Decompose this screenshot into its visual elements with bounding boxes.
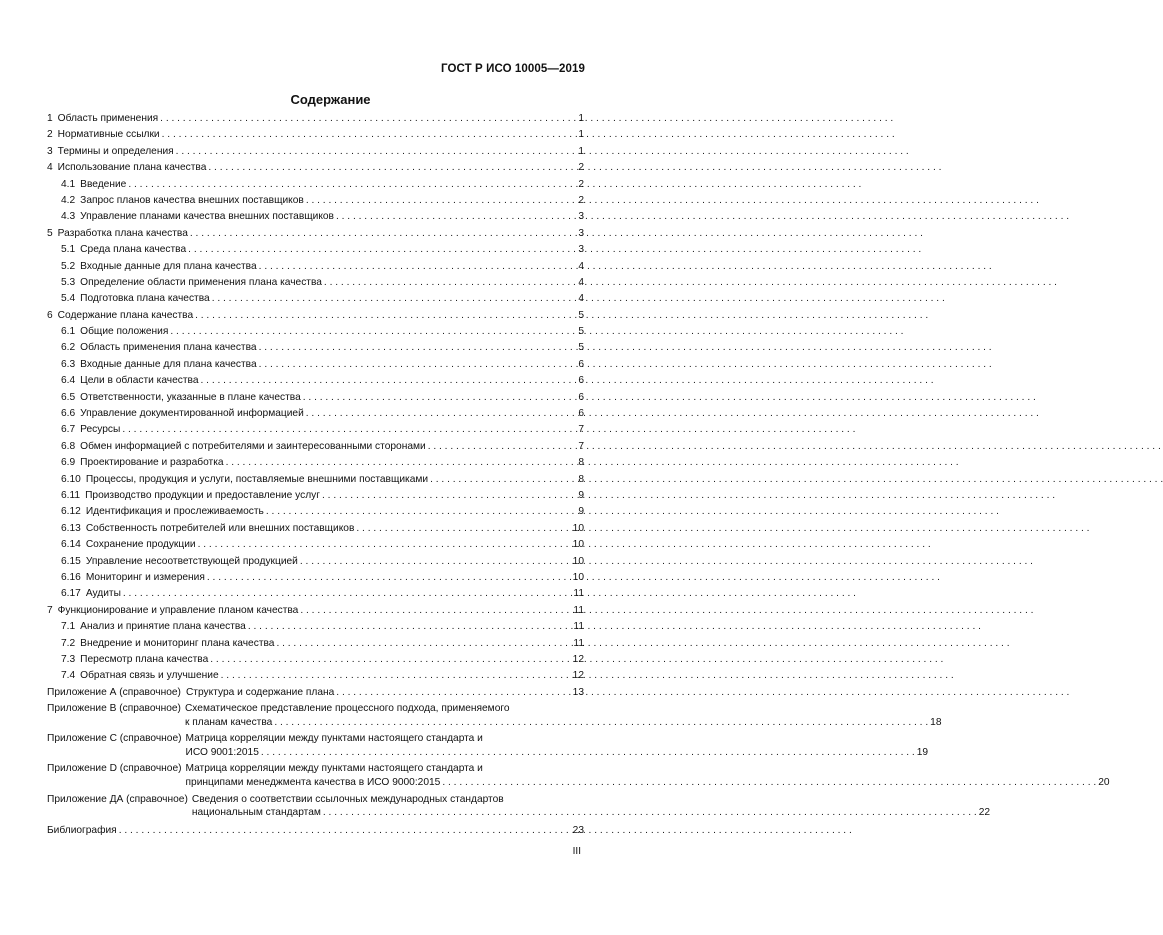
annex-title-line1: Матрица корреляции между пунктами настоящего стандарта и bbox=[185, 733, 483, 745]
annex-title-line2-row bbox=[192, 806, 990, 820]
toc-bibliography-entry[interactable] bbox=[47, 823, 584, 839]
toc-entry-title: Аудиты bbox=[85, 588, 121, 600]
toc-entry[interactable] bbox=[47, 422, 584, 438]
toc-dot-leader bbox=[274, 716, 928, 730]
toc-dot-leader bbox=[306, 406, 577, 422]
toc-entry-title: Определение области применения плана качества bbox=[80, 276, 322, 288]
toc-dot-leader bbox=[442, 776, 1096, 790]
toc-entry-page: 2 bbox=[578, 162, 584, 174]
toc-entry-number: 6.16 bbox=[61, 571, 81, 583]
toc-entry-number: 6.6 bbox=[61, 408, 76, 420]
toc-entry-title: Среда плана качества bbox=[80, 244, 187, 256]
toc-entry[interactable] bbox=[47, 193, 584, 209]
toc-dot-leader bbox=[300, 554, 571, 570]
toc-entry-number: 6.2 bbox=[61, 342, 76, 354]
toc-entry[interactable] bbox=[47, 603, 584, 619]
toc-entry-number: 4.2 bbox=[61, 194, 76, 206]
toc-entry-number: 6.5 bbox=[61, 391, 76, 403]
toc-entry-title: Область применения плана качества bbox=[80, 342, 257, 354]
toc-entry[interactable] bbox=[47, 177, 584, 193]
toc-entry-number: 6.1 bbox=[61, 326, 76, 338]
toc-entry[interactable] bbox=[47, 554, 584, 570]
toc-entry-page: 9 bbox=[578, 506, 584, 518]
toc-dot-leader bbox=[226, 455, 577, 471]
toc-entry[interactable] bbox=[47, 226, 584, 242]
toc-dot-leader bbox=[306, 193, 577, 209]
toc-entry-number: 1 bbox=[47, 113, 53, 124]
toc-dot-leader bbox=[323, 806, 977, 820]
annex-prefix: Приложение D (справочное) bbox=[47, 763, 182, 775]
toc-entry-page: 4 bbox=[578, 276, 584, 288]
toc-entry-title: Подготовка плана качества bbox=[80, 293, 210, 305]
toc-entry-page: 8 bbox=[578, 457, 584, 469]
toc-entry-number: 4.1 bbox=[61, 178, 76, 190]
toc-entry[interactable] bbox=[47, 291, 584, 307]
toc-entry[interactable] bbox=[47, 111, 584, 127]
annex-title-line2-row bbox=[186, 746, 929, 760]
annex-page: 13 bbox=[572, 686, 584, 698]
toc-entry-number: 6.8 bbox=[61, 440, 76, 452]
toc-title: Содержание bbox=[290, 92, 371, 107]
toc-dot-leader bbox=[430, 472, 576, 488]
annex-prefix: Приложение В (справочное) bbox=[47, 703, 181, 715]
toc-entry-page: 3 bbox=[578, 244, 584, 256]
page-number: III bbox=[572, 846, 581, 857]
toc-dot-leader bbox=[208, 160, 576, 176]
toc-entry-page: 6 bbox=[578, 408, 584, 420]
toc-entry-number: 7.3 bbox=[61, 653, 76, 665]
toc-entry[interactable] bbox=[47, 472, 584, 488]
toc-entry[interactable] bbox=[47, 586, 584, 602]
toc-entry-page: 4 bbox=[578, 260, 584, 272]
toc-entry-page: 11 bbox=[573, 637, 584, 649]
toc-entry-page: 1 bbox=[578, 145, 584, 157]
toc-dot-leader bbox=[123, 586, 572, 602]
toc-entry-page: 9 bbox=[578, 489, 584, 501]
toc-entry-page: 1 bbox=[578, 129, 584, 141]
toc-entry-page: 10 bbox=[572, 539, 584, 551]
toc-entry-number: 6.3 bbox=[61, 358, 76, 370]
toc-entry-page: 7 bbox=[578, 424, 584, 436]
toc-entry-title: Внедрение и мониторинг плана качества bbox=[80, 637, 275, 649]
toc-entry-number: 5.1 bbox=[61, 244, 76, 256]
toc-entry-page: 4 bbox=[578, 293, 584, 305]
toc-dot-leader bbox=[336, 209, 576, 225]
annex-title-line2: к планам качества bbox=[184, 716, 273, 728]
toc-entry-title: Обратная связь и улучшение bbox=[80, 670, 219, 682]
annex-title: Структура и содержание плана bbox=[185, 686, 335, 698]
toc-entry-title: Входные данные для плана качества bbox=[80, 260, 257, 272]
toc-entry-number: 7 bbox=[47, 604, 53, 616]
toc-entry-number: 6.4 bbox=[61, 375, 76, 387]
annex-body bbox=[192, 793, 990, 820]
toc-entry-title: Идентификация и прослеживаемость bbox=[85, 506, 264, 518]
toc-dot-leader bbox=[336, 685, 570, 701]
toc-entry-number: 4 bbox=[47, 162, 53, 174]
annex-title-line2-row bbox=[186, 776, 1110, 790]
annex-prefix: Приложение А (справочное) bbox=[47, 686, 181, 698]
toc-entry-title: Управление несоответствующей продукцией bbox=[85, 555, 298, 567]
toc-entry-number: 2 bbox=[47, 129, 53, 141]
toc-dot-leader bbox=[201, 373, 577, 389]
toc-entry-page: 10 bbox=[572, 571, 584, 583]
toc-entry-page: 10 bbox=[572, 522, 584, 534]
toc-entry[interactable] bbox=[47, 455, 584, 471]
toc-entry[interactable] bbox=[47, 390, 584, 406]
annex-title-line1: Схематическое представление процессного подхода, применяемого bbox=[184, 703, 510, 715]
toc-entry[interactable] bbox=[47, 209, 584, 225]
toc-entry-title: Использование плана качества bbox=[57, 162, 207, 174]
toc-entry-title: Введение bbox=[80, 178, 127, 190]
annex-prefix: Приложение С (справочное) bbox=[47, 733, 182, 745]
toc-entry-title: Разработка плана качества bbox=[57, 227, 188, 239]
bibliography-page: 23 bbox=[572, 824, 584, 836]
toc-entry-title: Функционирование и управление планом качества bbox=[57, 604, 299, 616]
toc-entry[interactable] bbox=[47, 144, 584, 160]
toc-dot-leader bbox=[128, 177, 576, 193]
toc-dot-leader bbox=[303, 390, 577, 406]
toc-entry-page: 3 bbox=[578, 211, 584, 223]
toc-entry-title: Управление планами качества внешних поставщиков bbox=[80, 211, 334, 223]
toc-entry-number: 6.14 bbox=[61, 539, 81, 551]
toc-entry[interactable] bbox=[47, 652, 584, 668]
toc-entry-title: Ресурсы bbox=[80, 424, 121, 436]
annex-title-line2-row bbox=[185, 716, 942, 730]
annex-title-line1: Матрица корреляции между пунктами настоящего стандарта и bbox=[185, 763, 483, 775]
annex-page: 19 bbox=[916, 746, 929, 758]
toc-entry[interactable] bbox=[47, 340, 584, 356]
toc-entry-page: 11 bbox=[573, 588, 584, 600]
toc-entry-number: 3 bbox=[47, 145, 53, 157]
toc-entry-number: 7.1 bbox=[61, 621, 76, 633]
toc-dot-leader bbox=[188, 242, 576, 258]
toc-dot-leader bbox=[428, 439, 577, 455]
toc-dot-leader bbox=[259, 357, 577, 373]
toc-entry-number: 6.12 bbox=[61, 506, 81, 518]
toc-entry-number: 6.11 bbox=[61, 489, 81, 501]
toc-dot-leader bbox=[122, 422, 576, 438]
toc-dot-leader bbox=[190, 226, 576, 242]
toc-annex-entry[interactable] bbox=[47, 732, 929, 759]
toc-entry-page: 2 bbox=[578, 194, 584, 206]
toc-entry-page: 11 bbox=[573, 604, 584, 616]
toc-dot-leader bbox=[259, 340, 577, 356]
toc-dot-leader bbox=[259, 259, 577, 275]
toc-entry[interactable] bbox=[47, 439, 584, 455]
toc-entry-number: 7.2 bbox=[61, 637, 76, 649]
toc-entry-title: Сохранение продукции bbox=[85, 539, 196, 551]
toc-entry-page: 12 bbox=[572, 670, 584, 682]
toc-dot-leader bbox=[356, 521, 570, 537]
toc-entry-number: 5.4 bbox=[61, 293, 76, 305]
toc-entry-title: Производство продукции и предоставление услуг bbox=[85, 489, 320, 501]
toc-dot-leader bbox=[119, 823, 571, 839]
toc-dot-leader bbox=[207, 570, 571, 586]
toc-entry-number: 5.2 bbox=[61, 260, 76, 272]
toc-entry-page: 5 bbox=[578, 342, 584, 354]
toc-entry-number: 5.3 bbox=[61, 276, 76, 288]
toc-dot-leader bbox=[198, 537, 571, 553]
annex-title-line2: ИСО 9001:2015 bbox=[185, 746, 259, 758]
toc-dot-leader bbox=[162, 127, 577, 143]
toc-entry-number: 6.9 bbox=[61, 457, 76, 469]
toc-entry-title: Управление документированной информацией bbox=[80, 408, 304, 420]
toc-entry-page: 11 bbox=[573, 621, 584, 633]
toc-dot-leader bbox=[170, 324, 576, 340]
toc-entry[interactable] bbox=[47, 636, 584, 652]
toc-entry[interactable] bbox=[47, 357, 584, 373]
bibliography-title: Библиография bbox=[47, 824, 117, 836]
toc-dot-leader bbox=[322, 488, 576, 504]
toc-entry[interactable] bbox=[47, 160, 584, 176]
toc-dot-leader bbox=[195, 308, 576, 324]
toc-entry-page: 8 bbox=[578, 473, 584, 485]
annex-title-line1: Сведения о соответствии ссылочных международных стандартов bbox=[191, 793, 504, 805]
toc-dot-leader bbox=[210, 652, 570, 668]
toc-entry-number: 4.3 bbox=[61, 211, 76, 223]
toc-entry-title: Область применения bbox=[57, 113, 159, 124]
toc-entry-title: Общие положения bbox=[80, 326, 169, 338]
toc-entry[interactable] bbox=[47, 619, 584, 635]
toc-dot-leader bbox=[324, 275, 576, 291]
toc-entry[interactable] bbox=[47, 259, 584, 275]
toc-entry-page: 5 bbox=[578, 309, 584, 321]
toc-annex-entry[interactable] bbox=[47, 793, 991, 820]
toc-entry[interactable] bbox=[47, 488, 584, 504]
annex-title-line2: принципами менеджмента качества в ИСО 9000:2015 bbox=[185, 777, 441, 789]
toc-entry-page: 6 bbox=[578, 391, 584, 403]
toc-entry-title: Обмен информацией с потребителями и заинтересованными сторонами bbox=[80, 440, 426, 452]
toc-entry[interactable] bbox=[47, 570, 584, 586]
toc-dot-leader bbox=[300, 603, 571, 619]
toc-entry-title: Проектирование и разработка bbox=[80, 457, 224, 469]
toc-dot-leader bbox=[276, 636, 571, 652]
annex-page: 18 bbox=[930, 716, 942, 728]
annex-body bbox=[186, 732, 929, 759]
toc-dot-leader bbox=[221, 668, 571, 684]
toc-dot-leader bbox=[212, 291, 577, 307]
toc-dot-leader bbox=[261, 746, 915, 760]
annex-title-line2: национальным стандартам bbox=[191, 807, 321, 819]
toc-entry-number: 5 bbox=[47, 227, 53, 239]
toc-entry[interactable] bbox=[47, 324, 584, 340]
toc-entry-title: Процессы, продукция и услуги, поставляемые внешними поставщиками bbox=[85, 473, 429, 485]
toc-entry-page: 6 bbox=[578, 358, 584, 370]
toc-dot-leader bbox=[248, 619, 572, 635]
toc-entry[interactable] bbox=[47, 537, 584, 553]
toc-entry-title: Собственность потребителей или внешних поставщиков bbox=[85, 522, 355, 534]
toc-entry[interactable] bbox=[47, 668, 584, 684]
toc-entry-page: 6 bbox=[578, 375, 584, 387]
toc-entry-title: Ответственности, указанные в плане качества bbox=[80, 391, 301, 403]
toc-entry-number: 6.7 bbox=[61, 424, 76, 436]
toc-entry-number: 6.15 bbox=[61, 555, 81, 567]
toc-dot-leader bbox=[266, 504, 576, 520]
toc-entry[interactable] bbox=[47, 308, 584, 324]
toc-entry[interactable] bbox=[47, 242, 584, 258]
toc-entry-title: Цели в области качества bbox=[80, 375, 199, 387]
toc-entry[interactable] bbox=[47, 275, 584, 291]
toc-entry-page: 7 bbox=[578, 440, 584, 452]
toc-entry-title: Пересмотр плана качества bbox=[80, 653, 209, 665]
toc-entry-page: 3 bbox=[578, 227, 584, 239]
toc-entry-number: 6.17 bbox=[61, 588, 81, 600]
toc-entry[interactable] bbox=[47, 521, 584, 537]
toc-entry-number: 6.13 bbox=[61, 522, 81, 534]
toc-annex-entry[interactable] bbox=[47, 762, 1110, 789]
toc-entry[interactable] bbox=[47, 373, 584, 389]
document-standard-number: ГОСТ Р ИСО 10005—2019 bbox=[440, 63, 585, 75]
annex-page: 22 bbox=[978, 807, 991, 819]
toc-entry-title: Нормативные ссылки bbox=[57, 129, 160, 141]
toc-entry-page: 12 bbox=[572, 653, 584, 665]
toc-entry-number: 7.4 bbox=[61, 670, 76, 682]
table-of-contents bbox=[47, 111, 1110, 839]
annex-prefix: Приложение ДА (справочное) bbox=[47, 793, 188, 805]
toc-entry[interactable] bbox=[47, 504, 584, 520]
toc-entry-title: Термины и определения bbox=[57, 145, 174, 157]
toc-annex-entry[interactable] bbox=[47, 685, 584, 701]
toc-entry-title: Входные данные для плана качества bbox=[80, 358, 257, 370]
annex-page: 20 bbox=[1098, 777, 1110, 789]
toc-entry[interactable] bbox=[47, 406, 584, 422]
toc-entry-page: 2 bbox=[578, 178, 584, 190]
toc-entry-number: 6 bbox=[47, 309, 53, 321]
toc-entry-title: Запрос планов качества внешних поставщиков bbox=[80, 194, 304, 206]
annex-body bbox=[186, 762, 1110, 789]
toc-entry-number: 6.10 bbox=[61, 473, 81, 485]
toc-dot-leader bbox=[160, 111, 576, 127]
annex-body bbox=[185, 702, 942, 729]
toc-entry-title: Мониторинг и измерения bbox=[85, 571, 205, 583]
toc-entry[interactable] bbox=[47, 127, 584, 143]
toc-entry-title: Содержание плана качества bbox=[57, 309, 194, 321]
toc-entry-page: 1 bbox=[578, 113, 584, 124]
toc-entry-page: 5 bbox=[578, 326, 584, 338]
toc-entry-page: 10 bbox=[572, 555, 584, 567]
toc-entry-title: Анализ и принятие плана качества bbox=[80, 621, 246, 633]
toc-annex-entry[interactable] bbox=[47, 702, 942, 729]
toc-dot-leader bbox=[176, 144, 577, 160]
